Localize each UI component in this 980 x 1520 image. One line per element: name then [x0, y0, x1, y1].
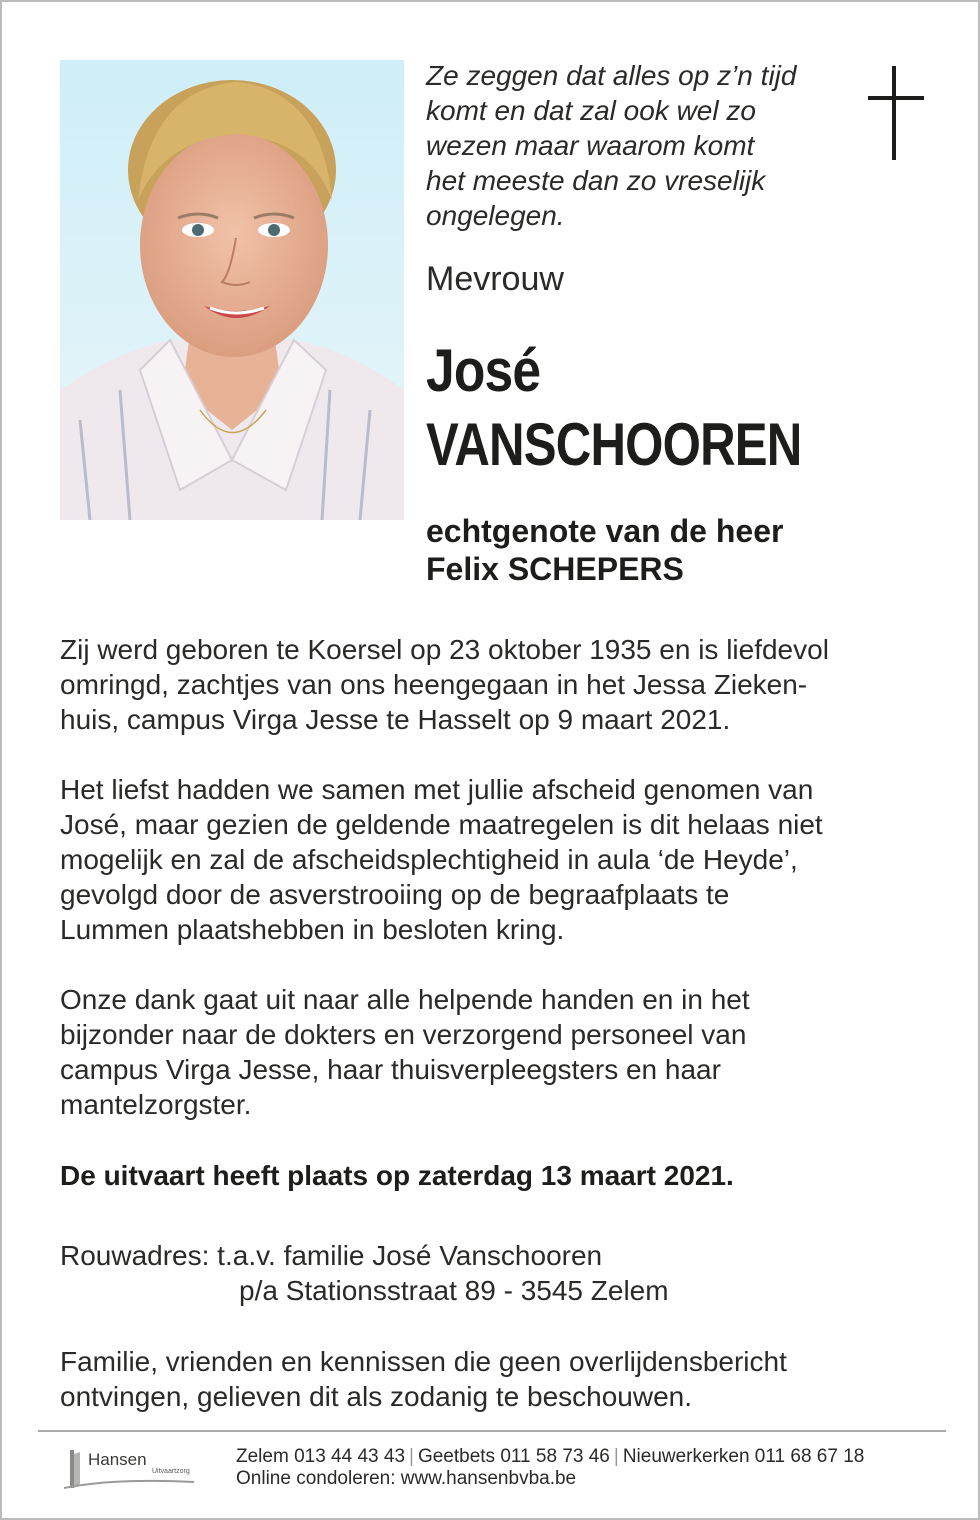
closing-paragraph [60, 1344, 940, 1414]
poem [426, 58, 856, 233]
poem-line: Ze zeggen dat alles op z’n tijd [426, 60, 797, 91]
online-condolences: Online condoleren: www.hansenbvba.be [236, 1468, 577, 1489]
poem-line: het meeste dan zo vreselijk [426, 165, 766, 196]
hansen-logo [64, 1444, 204, 1494]
poem-line: komt en dat zal ook wel zo [426, 95, 756, 126]
mourning-address-line2: p/a Stationsstraat 89 - 3545 Zelem [239, 1275, 669, 1306]
logo-subtitle: Uitvaartzorg [152, 1468, 190, 1475]
spouse-name: Felix SCHEPERS [426, 551, 684, 587]
poem-line: wezen maar waarom komt [426, 130, 755, 161]
first-name: José [426, 337, 541, 404]
paragraph-line: mogelijk en zal de afscheidsplechtigheid in aula ‘de Heyde’, [60, 844, 798, 875]
poem-line: ongelegen. [426, 200, 565, 231]
paragraph-line: Familie, vrienden en kennissen die geen overlijdensbericht [60, 1346, 787, 1377]
farewell-paragraph [60, 772, 940, 947]
footer-contact [236, 1446, 936, 1490]
last-name: VANSCHOOREN [426, 411, 802, 478]
birth-death-paragraph [60, 632, 940, 737]
separator: | [409, 1446, 414, 1467]
paragraph-line: huis, campus Virga Jesse te Hasselt op 9 maart 2021. [60, 704, 731, 735]
honorific: Mevrouw [426, 260, 564, 298]
thanks-paragraph [60, 982, 940, 1122]
separator: | [613, 1446, 619, 1467]
logo-name: Hansen [88, 1450, 147, 1469]
paragraph-line: ontvingen, gelieven dit als zodanig te beschouwen. [60, 1381, 692, 1412]
paragraph-line: Onze dank gaat uit naar alle helpende handen en in het [60, 984, 750, 1015]
paragraph-line: gevolgd door de asverstrooiing op de begraafplaats te [60, 879, 730, 910]
spouse-info [426, 512, 946, 588]
paragraph-line: omringd, zachtjes van ons heengegaan in het Jessa Zieken- [60, 669, 808, 700]
footer-phones [236, 1446, 936, 1468]
spouse-line: echtgenote van de heer [426, 513, 784, 549]
phone-geetbets: Geetbets 011 58 73 46 [417, 1446, 610, 1467]
paragraph-line: Het liefst hadden we samen met jullie afscheid genomen van [60, 774, 814, 805]
paragraph-line: campus Virga Jesse, haar thuisverpleegsters en haar [60, 1054, 721, 1085]
funeral-date: De uitvaart heeft plaats op zaterdag 13 maart 2021. [60, 1160, 734, 1191]
cross-icon [868, 66, 924, 162]
paragraph-line: José, maar gezien de geldende maatregelen is dit helaas niet [60, 809, 823, 840]
portrait-illustration [60, 60, 404, 520]
paragraph-line: mantelzorgster. [60, 1089, 252, 1120]
phone-nieuwerkerken: Nieuwerkerken 011 68 67 18 [622, 1446, 865, 1467]
phone-zelem: Zelem 013 44 43 43 [236, 1446, 406, 1467]
footer-divider [38, 1430, 946, 1432]
paragraph-line: Lummen plaatshebben in besloten kring. [60, 914, 565, 945]
paragraph-line: bijzonder naar de dokters en verzorgend personeel van [60, 1019, 747, 1050]
mourning-address-line1: Rouwadres: t.a.v. familie José Vanschooren [60, 1240, 603, 1271]
portrait-photo [60, 60, 404, 520]
paragraph-line: Zij werd geboren te Koersel op 23 oktober 1935 en is liefdevol [60, 634, 829, 665]
